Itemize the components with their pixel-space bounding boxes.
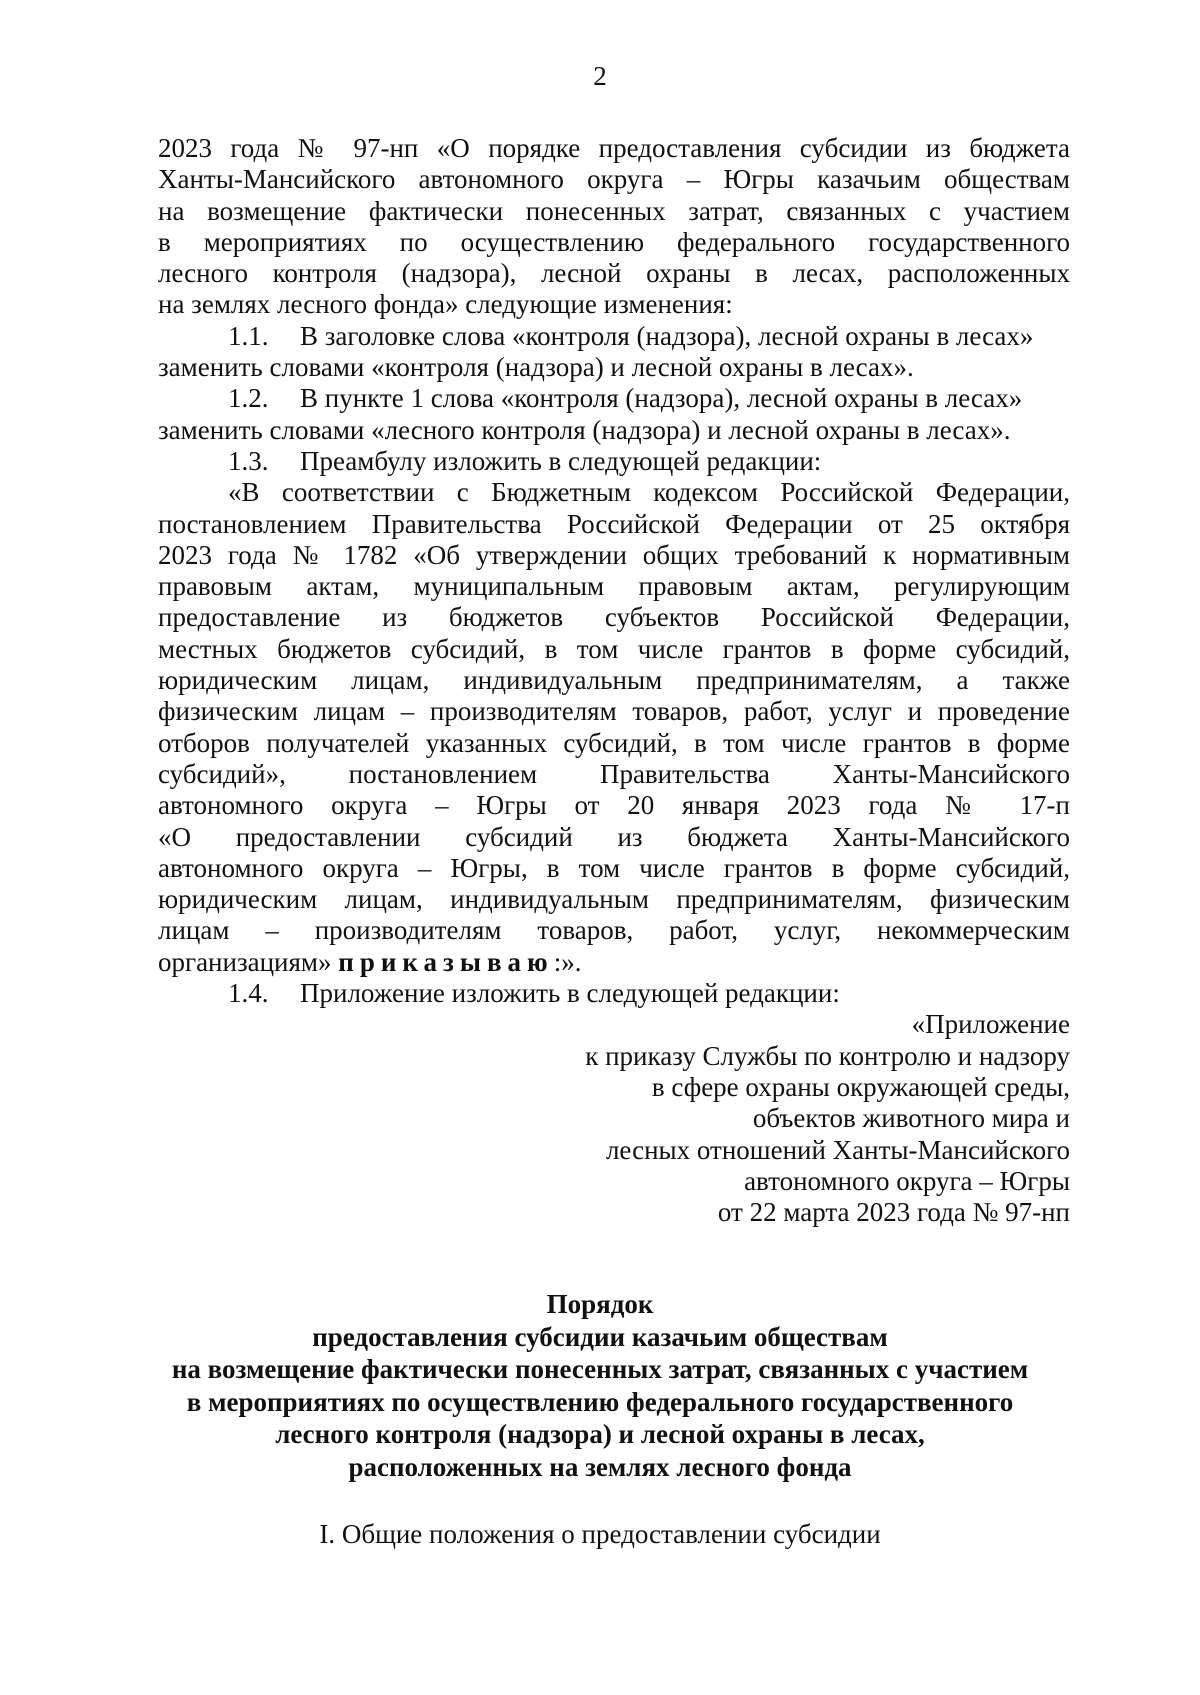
- item-number: 1.4.: [228, 978, 269, 1009]
- body-line: 2023 года № 97-нп «О порядке предоставления субсидии из бюджета: [158, 133, 1070, 163]
- item-1-2-first-line: [158, 383, 1070, 414]
- document-title: [0, 1288, 1200, 1483]
- preamble-last-text: организациям»: [158, 946, 332, 977]
- item-number: 1.2.: [228, 383, 269, 414]
- section-heading: I. Общие положения о предоставлении субсидии: [319, 1519, 881, 1549]
- preamble-line: физическим лицам – производителям товаров, работ, услуг и проведение: [158, 696, 1070, 727]
- preamble-line: автономного округа – Югры, в том числе грантов в форме субсидий,: [158, 852, 1070, 883]
- appendix-header-line: в сфере охраны окружающей среды,: [651, 1071, 1070, 1102]
- item-1-3-line: [158, 446, 1070, 477]
- item-text: Приложение изложить в следующей редакции:: [300, 978, 840, 1009]
- preamble-line: «В соответствии с Бюджетным кодексом Российской Федерации,: [228, 477, 1070, 508]
- preamble-last-line: [158, 947, 1070, 978]
- item-1-2-second-line: заменить словами «лесного контроля (надзора) и лесной охраны в лесах».: [158, 414, 1011, 445]
- preamble-line: автономного округа – Югры от 20 января 2023 года № 17-п: [158, 790, 1070, 821]
- preamble-line: лицам – производителям товаров, работ, услуг, некоммерческим: [158, 915, 1070, 946]
- item-text: В пункте 1 слова «контроля (надзора), лесной охраны в лесах»: [300, 383, 1023, 414]
- title-line: на возмещение фактически понесенных затрат, связанных с участием: [171, 1354, 1029, 1384]
- appendix-header-line: объектов животного мира и: [752, 1103, 1070, 1134]
- title-line: Порядок: [546, 1289, 654, 1319]
- document-body: [158, 133, 1070, 1228]
- title-line: в мероприятиях по осуществлению федерального государственного: [186, 1386, 1014, 1417]
- body-line: лесного контроля (надзора), лесной охраны в лесах, расположенных: [158, 258, 1070, 289]
- appendix-header-line: автономного округа – Югры: [744, 1165, 1070, 1196]
- preamble-line: субсидий», постановлением Правительства Ханты-Мансийского: [158, 758, 1070, 789]
- preamble-line: постановлением Правительства Российской Федерации от 25 октября: [158, 508, 1070, 539]
- item-number: 1.3.: [228, 445, 269, 476]
- item-1-1-first-line: [158, 321, 1070, 352]
- preamble-line: отборов получателей указанных субсидий, в том числе грантов в форме: [158, 727, 1070, 758]
- item-1-4-line: [158, 978, 1070, 1009]
- preamble-line: правовым актам, муниципальным правовым актам, регулирующим: [158, 571, 1070, 602]
- preamble-line: юридическим лицам, индивидуальным предпринимателям, физическим: [158, 884, 1070, 915]
- appendix-header-line: «Приложение: [911, 1009, 1070, 1040]
- title-line: лесного контроля (надзора) и лесной охраны в лесах,: [275, 1419, 925, 1449]
- preamble-line: «О предоставлении субсидий из бюджета Ханты-Мансийского: [158, 821, 1070, 852]
- appendix-header-line: от 22 марта 2023 года № 97-нп: [717, 1197, 1070, 1228]
- body-line: на возмещение фактически понесенных затрат, связанных с участием: [158, 195, 1070, 226]
- preamble-line: юридическим лицам, индивидуальным предпринимателям, а также: [158, 665, 1070, 696]
- item-number: 1.1.: [228, 320, 269, 351]
- order-word: приказываю: [338, 946, 554, 977]
- title-line: расположенных на землях лесного фонда: [348, 1451, 852, 1482]
- appendix-header-line: к приказу Службы по контролю и надзору: [585, 1040, 1070, 1071]
- body-line: Ханты-Мансийского автономного округа – Югры казачьим обществам: [158, 164, 1070, 195]
- preamble-last-tail: :».: [553, 946, 582, 977]
- preamble-line: предоставление из бюджетов субъектов Российской Федерации,: [158, 602, 1070, 633]
- item-text: В заголовке слова «контроля (надзора), лесной охраны в лесах»: [300, 320, 1034, 351]
- title-line: предоставления субсидии казачьим обществам: [312, 1321, 888, 1352]
- preamble-line: местных бюджетов субсидий, в том числе грантов в форме субсидий,: [158, 633, 1070, 664]
- preamble-line: 2023 года № 1782 «Об утверждении общих требований к нормативным: [158, 539, 1070, 570]
- appendix-header-line: лесных отношений Ханты-Мансийского: [605, 1134, 1070, 1165]
- body-line: на землях лесного фонда» следующие изменения:: [158, 289, 733, 320]
- body-line: в мероприятиях по осуществлению федерального государственного: [158, 226, 1070, 257]
- page-number: 2: [593, 61, 607, 91]
- item-text: Преамбулу изложить в следующей редакции:: [300, 445, 822, 476]
- item-1-1-second-line: заменить словами «контроля (надзора) и лесной охраны в лесах».: [158, 352, 914, 383]
